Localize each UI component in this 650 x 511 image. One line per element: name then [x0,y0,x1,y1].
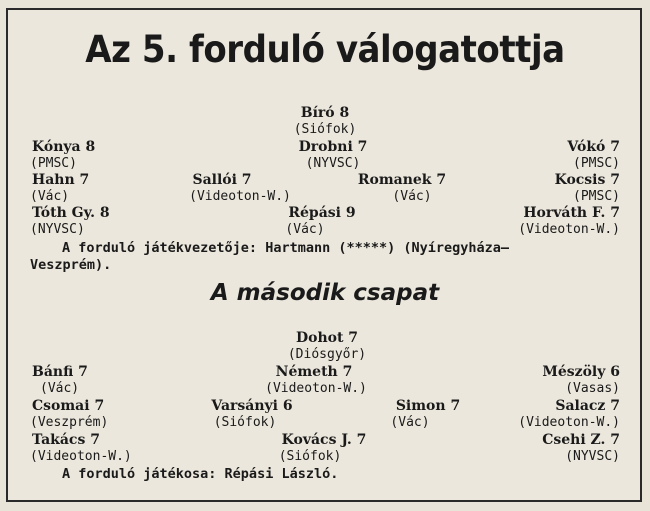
player-club: (Vác) [30,189,70,204]
player-name: Dohot 7 [295,330,359,346]
player-club: (Vác) [392,189,432,204]
player-club: (Videoton-W.) [30,449,132,464]
player-name: Sallói 7 [192,172,252,188]
player-name: Répási 9 [288,205,356,221]
player-name: Bíró 8 [300,105,350,121]
player-name: Németh 7 [275,364,353,380]
player-club: (PMSC) [573,189,620,204]
player-club: (Siófok) [293,122,357,137]
referee-line: Veszprém). [30,257,112,273]
player-name: Salacz 7 [555,398,620,414]
player-club: (Vasas) [565,381,620,396]
player-club: (NYVSC) [30,222,85,237]
player-club: (PMSC) [30,156,77,171]
player-club: (Siófok) [213,415,277,430]
player-name: Kovács J. 7 [281,432,367,448]
player-of-round-line: A forduló játékosa: Répási László. [62,466,339,482]
player-club: (Siófok) [278,449,342,464]
player-name: Kónya 8 [32,139,96,155]
player-club: (Vác) [285,222,325,237]
player-name: Simon 7 [395,398,461,414]
player-name: Vókó 7 [567,139,620,155]
player-club: (Videoton-W.) [265,381,367,396]
player-name: Romanek 7 [357,172,447,188]
player-club: (Veszprém) [30,415,109,430]
player-club: (Videoton-W.) [189,189,291,204]
player-club: (NYVSC) [565,449,620,464]
second-team-heading: A második csapat [210,280,440,306]
player-club: (Vác) [40,381,80,396]
player-name: Tóth Gy. 8 [32,205,110,221]
player-name: Kocsis 7 [554,172,620,188]
player-name: Csomai 7 [32,398,105,414]
player-club: (Videoton-W.) [518,415,620,430]
player-name: Takács 7 [32,432,100,448]
player-name: Mészöly 6 [542,364,620,380]
player-club: (PMSC) [573,156,620,171]
player-name: Drobni 7 [298,139,368,155]
player-name: Horváth F. 7 [523,205,620,221]
player-club: (Diósgyőr) [287,347,367,362]
article-title: Az 5. forduló válogatottja [85,28,565,71]
referee-line: A forduló játékvezetője: Hartmann (*****) (Nyíregyháza— [62,240,510,256]
player-name: Bánfi 7 [32,364,88,380]
player-name: Varsányi 6 [211,398,293,414]
player-name: Csehi Z. 7 [542,432,620,448]
player-club: (Videoton-W.) [518,222,620,237]
player-club: (Vác) [390,415,430,430]
player-club: (NYVSC) [305,156,361,171]
player-name: Hahn 7 [32,172,90,188]
